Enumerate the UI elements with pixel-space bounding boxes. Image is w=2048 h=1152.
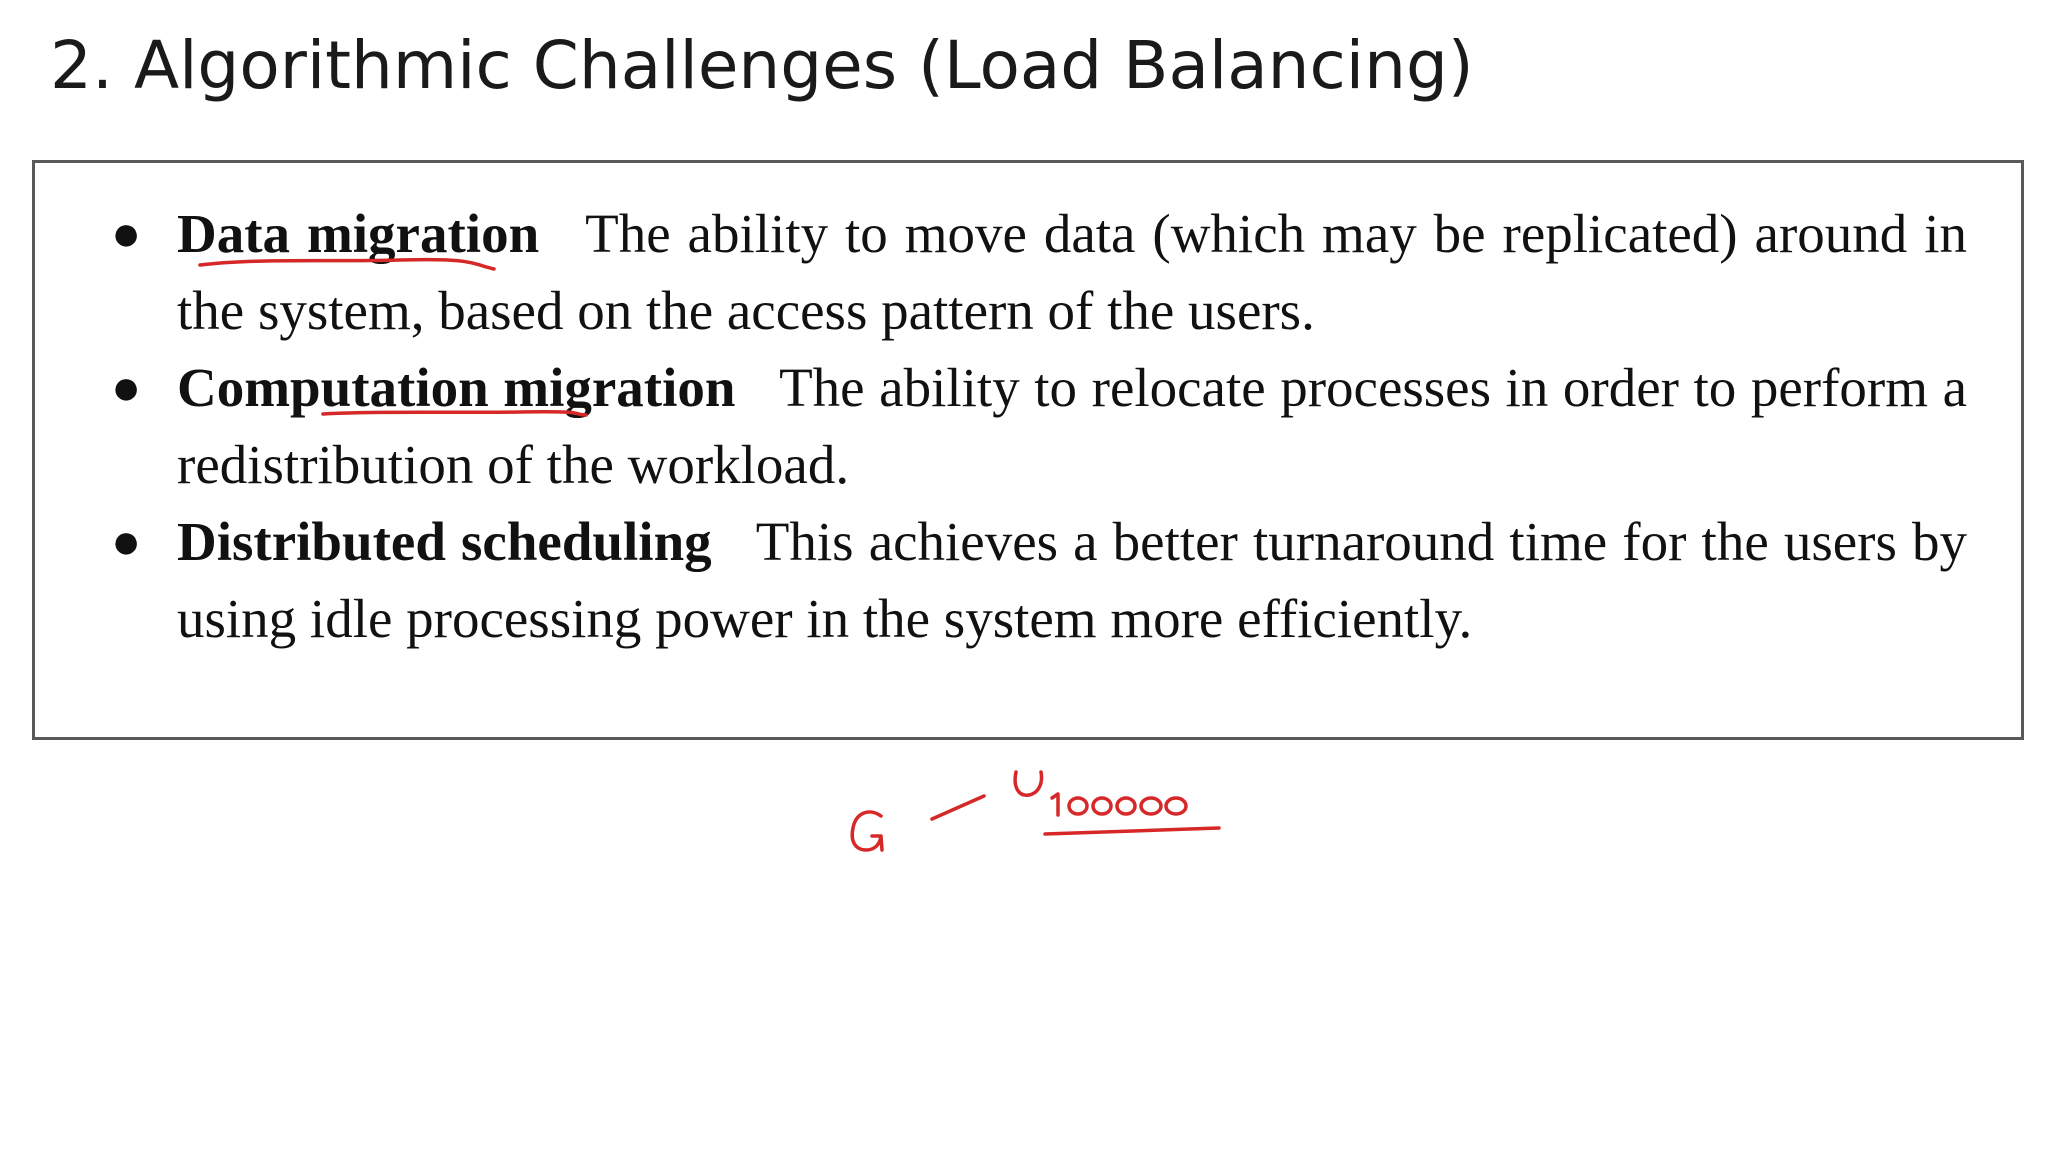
handwritten-zero-stroke xyxy=(1093,798,1111,814)
handwritten-u-stroke xyxy=(1015,772,1041,795)
bullet-term: Data migration xyxy=(177,203,540,264)
bullet-list xyxy=(35,195,2021,657)
slide-title: 2. Algorithmic Challenges (Load Balancing) xyxy=(50,27,1474,104)
bullet-item-data-migration xyxy=(111,195,1967,349)
handwritten-zero-stroke xyxy=(1166,798,1186,814)
bullet-item-distributed-scheduling xyxy=(111,503,1967,657)
handwritten-dash-stroke xyxy=(932,796,984,819)
bullet-dot-icon: ● xyxy=(111,205,142,261)
bullet-term: Distributed scheduling xyxy=(177,511,712,572)
handwritten-zero-stroke xyxy=(1117,798,1135,814)
bullet-description: The ability to relocate processes in order to perform a redistribution of the workload. xyxy=(177,357,1968,495)
bullet-description: The ability to move data (which may be replicated) around in the system, based on the access pattern of the users. xyxy=(177,203,1967,341)
bullet-description: This achieves a better turnaround time for the users by using idle processing power in the system more efficiently. xyxy=(177,511,1967,649)
bullet-dot-icon: ● xyxy=(111,359,142,415)
handwritten-zero-stroke xyxy=(1069,798,1087,814)
handwritten-underline-stroke xyxy=(1045,828,1219,834)
bullet-dot-icon: ● xyxy=(111,513,142,569)
bullet-item-computation-migration xyxy=(111,349,1968,503)
handwritten-one-stroke xyxy=(1052,794,1058,815)
handwritten-zero-stroke xyxy=(1141,798,1161,814)
bullet-term: Computation migration xyxy=(177,357,736,418)
content-box xyxy=(32,160,2024,740)
handwritten-g-stroke xyxy=(852,812,882,850)
